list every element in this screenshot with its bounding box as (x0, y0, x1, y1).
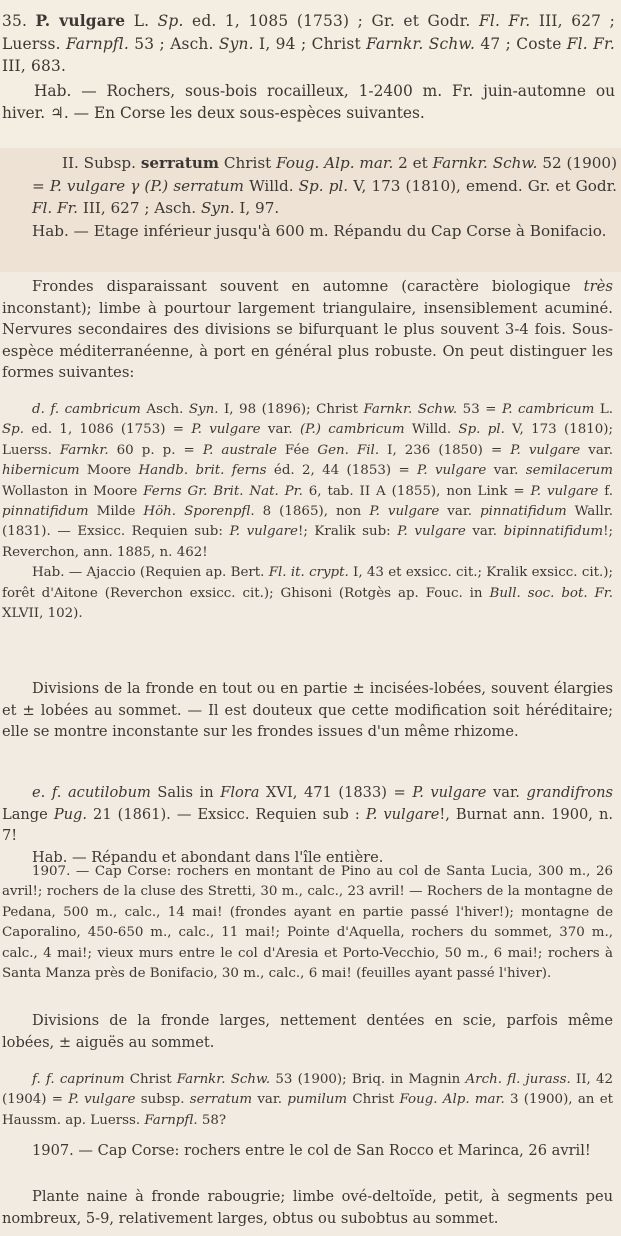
subspecies-name: serratum (140, 154, 219, 172)
form-f-label: f. f. (32, 1072, 60, 1087)
form-e-divisions-text: Divisions de la fronde larges, nettement dentées en scie, parfois même lobées, ± aiguës au sommet. (2, 1012, 613, 1051)
form-e-observations-text: 1907. — Cap Corse: rochers en montant de Pino au col de Santa Lucia, 300 m., 26 avril!; rochers de la cluse des Stretti, 30 m., calc., 23 avril! — Rochers de la montagne de Pedana, 500 m., calc., 14 mai! (frondes ayant en partie passé l'hiver!); montagne de Caporalino, 450-650 m., calc., 11 mai!; Pointe d'Aquella, rochers du sommet, 370 m., calc., 4 mai!; vieux murs entre le col d'Aresia et Porto-Vecchio, 50 m., 6 mai!; rochers à Santa Manza près de Bonifacio, 30 m., calc., 6 mai! (feuilles ayant passé l'hiver). (2, 864, 613, 982)
form-d-label: d. f. (32, 402, 65, 417)
entry-number: 35. (2, 12, 28, 30)
form-d-name: cambricum (64, 402, 141, 417)
entry-35 (0, 10, 621, 125)
form-f-synonymy: f. f. caprinum Christ Farnkr. Schw. 53 (1900); Briq. in Magnin Arch. fl. jurass. II, 42 (1904) = P. vulgare subsp. serratum var. pumilum Christ Foug. Alp. mar. 3 (1900), an et Haussm. ap. Luerss. Farnpfl. 58? (2, 1072, 614, 1128)
form-e-synonymy: e. f. acutilobum Salis in Flora XVI, 471 (1833) = P. vulgare var. grandifrons Lange Pug. 21 (1861). — Exsicc. Requien sub : P. vulgare!, Burnat ann. 1900, n. 7! (2, 784, 614, 844)
form-d-cambricum (0, 400, 621, 624)
frondes-text: Frondes disparaissant souvent en automne (caractère biologique très inconstant); limbe à pourtour largement triangulaire, insensiblement acuminé. Nervures secondaires des divisions se bifurquant le plus souvent 3-4 fois. Sous-espèce méditerranéenne, à port en général plus robuste. On peut distinguer les formes suivantes: (2, 278, 613, 381)
subspecies-serratum (0, 152, 621, 242)
form-e-acutilobum (0, 782, 621, 868)
frondes-description (0, 276, 621, 384)
form-e-divisions (0, 1010, 621, 1053)
form-e-label: e. f. (32, 784, 68, 801)
form-d-divisions (0, 678, 621, 743)
form-f-observations-text: 1907. — Cap Corse: rochers entre le col de San Rocco et Marinca, 26 avril! (32, 1142, 591, 1159)
subspecies-habitat: Hab. — Etage inférieur jusqu'à 600 m. Répandu du Cap Corse à Bonifacio. (32, 221, 607, 240)
form-f-observations (0, 1140, 621, 1162)
form-f-name: caprinum (59, 1072, 125, 1087)
form-f-plant (0, 1186, 621, 1229)
form-d-divisions-text: Divisions de la fronde en tout ou en partie ± incisées-lobées, souvent élargies et ± lobées au sommet. — Il est douteux que cette modification soit héréditaire; elle se montre inconstante sur les frondes issues d'un même rhizome. (2, 680, 613, 740)
form-e-observations (0, 862, 621, 984)
species-name: P. vulgare (35, 12, 126, 30)
emphasis-tres: très (583, 278, 613, 295)
entry-35-heading: 35. P. vulgare L. Sp. ed. 1, 1085 (1753) ; Gr. et Godr. Fl. Fr. III, 627 ; Luerss. Farnpfl. 53 ; Asch. Syn. I, 94 ; Christ Farnkr. Schw. 47 ; Coste Fl. Fr. III, 683. (2, 12, 616, 75)
form-f-caprinum (0, 1070, 621, 1131)
form-e-habitat: Hab. — Répandu et abondant dans l'île entière. (32, 848, 384, 866)
form-d-habitat: Hab. — Ajaccio (Requien ap. Bert. Fl. it. crypt. I, 43 et exsicc. cit.; Kralik exsicc. cit.); forêt d'Aitone (Reverchon exsicc. cit.); Ghisoni (Rotgès ap. Fouc. in Bull. soc. bot. Fr. XLVII, 102). (2, 565, 613, 622)
form-e-name: acutilobum (67, 784, 151, 801)
subspecies-heading: II. Subsp. serratum Christ Foug. Alp. mar. 2 et Farnkr. Schw. 52 (1900) = P. vulgare γ (P.) serratum Willd. Sp. pl. V, 173 (1810), emend. Gr. et Godr. Fl. Fr. III, 627 ; Asch. Syn. I, 97. (32, 154, 618, 217)
form-f-plant-text: Plante naine à fronde rabougrie; limbe ové-deltoïde, petit, à segments peu nombreux, 5-9, relativement larges, obtus ou subobtus au sommet. (2, 1188, 613, 1227)
entry-35-habitat: Hab. — Rochers, sous-bois rocailleux, 1-2400 m. Fr. juin-automne ou hiver. ♃. — En Corse les deux sous-espèces suivantes. (2, 81, 615, 122)
form-d-synonymy: d. f. cambricum Asch. Syn. I, 98 (1896); Christ Farnkr. Schw. 53 = P. cambricum L. Sp. ed. 1, 1086 (1753) = P. vulgare var. (P.) cambricum Willd. Sp. pl. V, 173 (1810); Luerss. Farnkr. 60 p. p. = P. australe Fée Gen. Fil. I, 236 (1850) = P. vulgare var. hibernicum Moore Handb. brit. ferns éd. 2, 44 (1853) = P. vulgare var. semilacerum Wollaston in Moore Ferns Gr. Brit. Nat. Pr. 6, tab. II A (1855), non Link = P. vulgare f. pinnatifidum Milde Höh. Sporenpfl. 8 (1865), non P. vulgare var. pinnatifidum Wallr. (1831). — Exsicc. Requien sub: P. vulgare!; Kralik sub: P. vulgare var. bipinnatifidum!; Reverchon, ann. 1885, n. 462! (2, 402, 614, 560)
